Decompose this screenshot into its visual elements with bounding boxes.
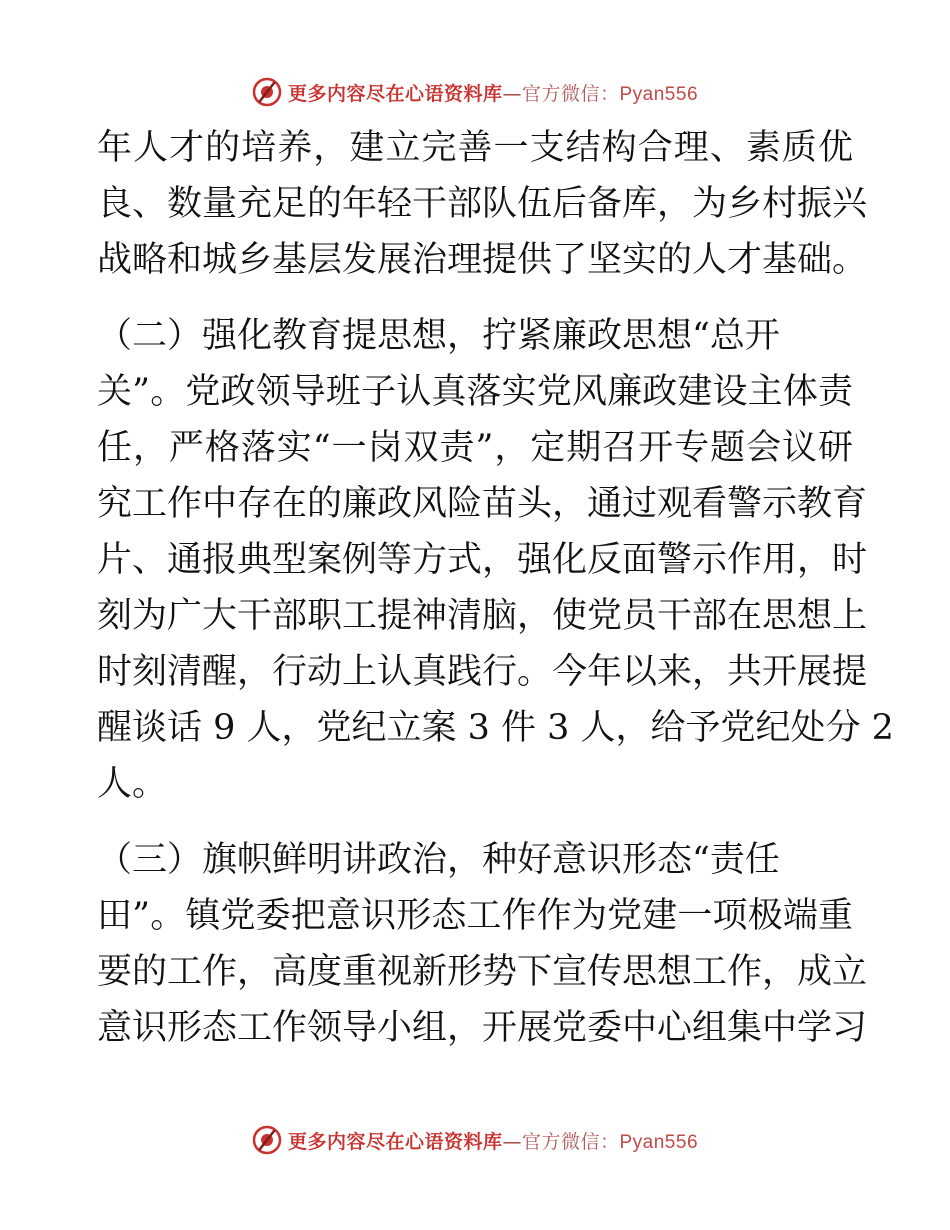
watermark-official-label: 官方微信： [521,82,620,105]
text-line: 年人才的培养，建立完善一支结构合理、素质优 [97,128,853,168]
text-line: 良、数量充足的年轻干部队伍后备库，为乡村振兴 [97,184,868,224]
text-line: 醒谈话 9 人，党纪立案 3 件 3 人，给予党纪处分 2 [97,708,894,748]
paragraph-2 [97,308,894,812]
text-line: 意识形态工作领导小组，开展党委中心组集中学习 [97,1008,868,1048]
section-heading-line: （二）强化教育提思想，拧紧廉政思想“总开 [97,316,780,356]
section-heading-line: （三）旗帜鲜明讲政治，种好意识形态“责任 [97,840,780,880]
text-line: 人。 [97,764,168,804]
document-body [97,120,894,1056]
header-watermark [0,72,950,112]
text-line: 战略和城乡基层发展治理提供了坚实的人才基础。 [97,240,868,280]
text-line: 刻为广大干部职工提神清脑，使党员干部在思想上 [97,596,868,636]
paragraph-3 [97,832,868,1056]
text-line: 田”。镇党委把意识形态工作作为党建一项极端重 [97,896,853,936]
watermark-brand: 更多内容尽在心语资料库 [287,1130,503,1153]
text-line: 关”。党政领导班子认真落实党风廉政建设主体责 [97,372,853,412]
pen-logo-icon [252,1125,282,1155]
watermark-dash: — [502,82,522,105]
pen-logo-icon [252,77,282,107]
text-line: 要的工作，高度重视新形势下宣传思想工作，成立 [97,952,868,992]
paragraph-1 [97,120,868,288]
text-line: 究工作中存在的廉政风险苗头，通过观看警示教育 [97,484,868,524]
footer-watermark [0,1120,950,1160]
text-line: 时刻清醒，行动上认真践行。今年以来，共开展提 [97,652,868,692]
text-line: 片、通报典型案例等方式，强化反面警示作用，时 [97,540,868,580]
text-line: 任，严格落实“一岗双责”，定期召开专题会议研 [97,428,853,468]
watermark-official-label: 官方微信： [521,1130,620,1153]
watermark-dash: — [502,1130,522,1153]
watermark-brand: 更多内容尽在心语资料库 [287,82,503,105]
watermark-wechat-id: Pyan556 [619,1131,699,1153]
watermark-wechat-id: Pyan556 [619,83,699,105]
